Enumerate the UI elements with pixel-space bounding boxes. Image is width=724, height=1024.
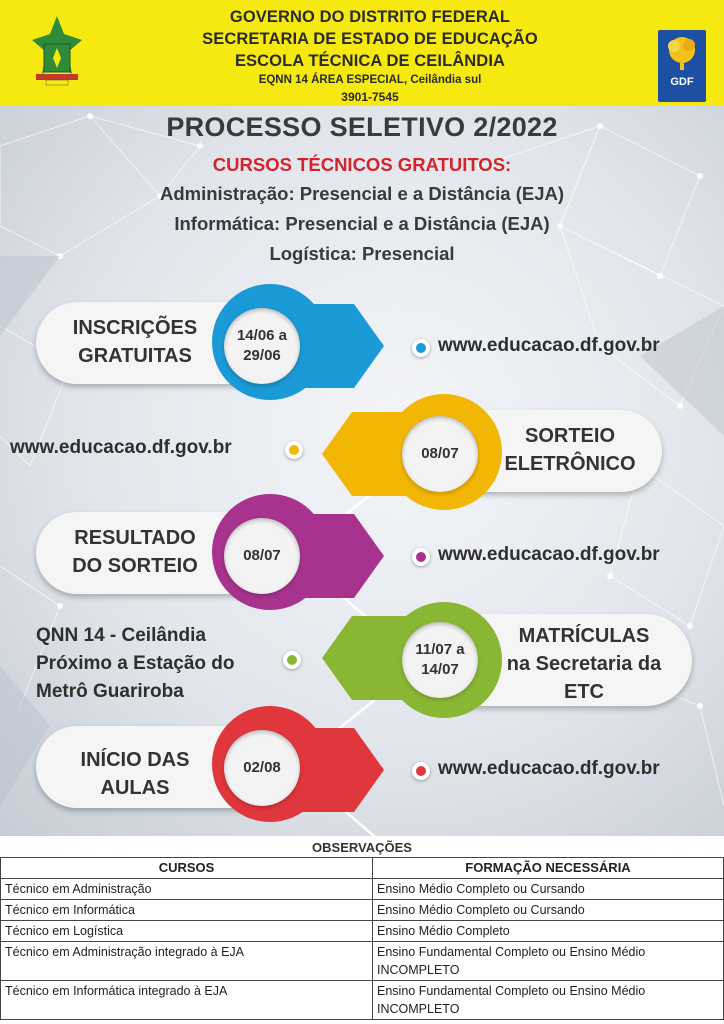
table-cell-requirement: Ensino Fundamental Completo ou Ensino Médio INCOMPLETO <box>373 981 724 1020</box>
header-address: EQNN 14 ÁREA ESPECIAL, Ceilândia sul <box>258 74 482 86</box>
table-cell-requirement: Ensino Médio Completo ou Cursando <box>373 900 724 921</box>
course-logistica: Logística: Presencial <box>269 243 455 264</box>
step-date: 02/08 <box>243 759 281 776</box>
timeline-dot <box>412 339 430 357</box>
header-government: GOVERNO DO DISTRITO FEDERAL <box>229 8 511 26</box>
link-educacao[interactable]: www.educacao.df.gov.br <box>438 335 660 356</box>
table-row <box>1 981 724 1020</box>
brasilia-coat-of-arms-icon <box>24 14 90 88</box>
table-cell-course: Técnico em Logística <box>1 921 373 942</box>
timeline-dot <box>285 441 303 459</box>
table-cell-requirement: Ensino Médio Completo ou Cursando <box>373 879 724 900</box>
step-label: SORTEIO ELETRÔNICO <box>504 425 636 475</box>
step-date: 14/06 a 29/06 <box>236 327 288 364</box>
column-header-formacao: FORMAÇÃO NECESSÁRIA <box>373 858 724 879</box>
course-administracao: Administração: Presencial e a Distância (EJA) <box>159 183 565 204</box>
header-school: ESCOLA TÉCNICA DE CEILÂNDIA <box>234 52 506 70</box>
link-educacao[interactable]: www.educacao.df.gov.br <box>438 544 660 565</box>
enrollment-address: QNN 14 - Ceilândia Próximo a Estação do Metrô Guariroba <box>36 625 235 702</box>
timeline-dot <box>412 762 430 780</box>
table-cell-course: Técnico em Informática <box>1 900 373 921</box>
table-row <box>1 900 724 921</box>
header-secretariat: SECRETARIA DE ESTADO DE EDUCAÇÃO <box>202 30 538 48</box>
gdf-logo-text: GDF <box>670 76 694 88</box>
link-educacao[interactable]: www.educacao.df.gov.br <box>10 437 232 458</box>
table-row <box>1 921 724 942</box>
link-educacao[interactable]: www.educacao.df.gov.br <box>438 758 660 779</box>
table-cell-course: Técnico em Informática integrado à EJA <box>1 981 373 1020</box>
table-cell-requirement: Ensino Médio Completo <box>373 921 724 942</box>
table-row <box>1 879 724 900</box>
gdf-logo <box>658 30 706 102</box>
step-date: 11/07 a 14/07 <box>415 641 465 678</box>
table-cell-requirement: Ensino Fundamental Completo ou Ensino Médio INCOMPLETO <box>373 942 724 981</box>
table-header-row <box>1 858 724 879</box>
table-cell-course: Técnico em Administração integrado à EJA <box>1 942 373 981</box>
header-banner <box>0 0 724 106</box>
header-phone: 3901-7545 <box>341 90 399 104</box>
subtitle: CURSOS TÉCNICOS GRATUITOS: <box>212 154 512 175</box>
gdf-tree-icon <box>658 30 706 74</box>
observations-title: OBSERVAÇÕES <box>312 840 412 855</box>
timeline-dot <box>412 548 430 566</box>
timeline-dot <box>283 651 301 669</box>
course-informatica: Informática: Presencial e a Distância (EJA) <box>174 213 550 234</box>
column-header-cursos: CURSOS <box>1 858 373 879</box>
step-label: MATRÍCULAS na Secretaria da ETC <box>506 625 662 703</box>
table-row <box>1 942 724 981</box>
step-label: INÍCIO DAS AULAS <box>80 749 190 799</box>
table-cell-course: Técnico em Administração <box>1 879 373 900</box>
page-title: PROCESSO SELETIVO 2/2022 <box>166 112 558 142</box>
step-label: RESULTADO DO SORTEIO <box>72 527 198 577</box>
step-date: 08/07 <box>421 445 459 462</box>
step-label: INSCRIÇÕES GRATUITAS <box>72 317 198 367</box>
observations-table <box>0 857 724 1020</box>
step-date: 08/07 <box>243 547 281 564</box>
